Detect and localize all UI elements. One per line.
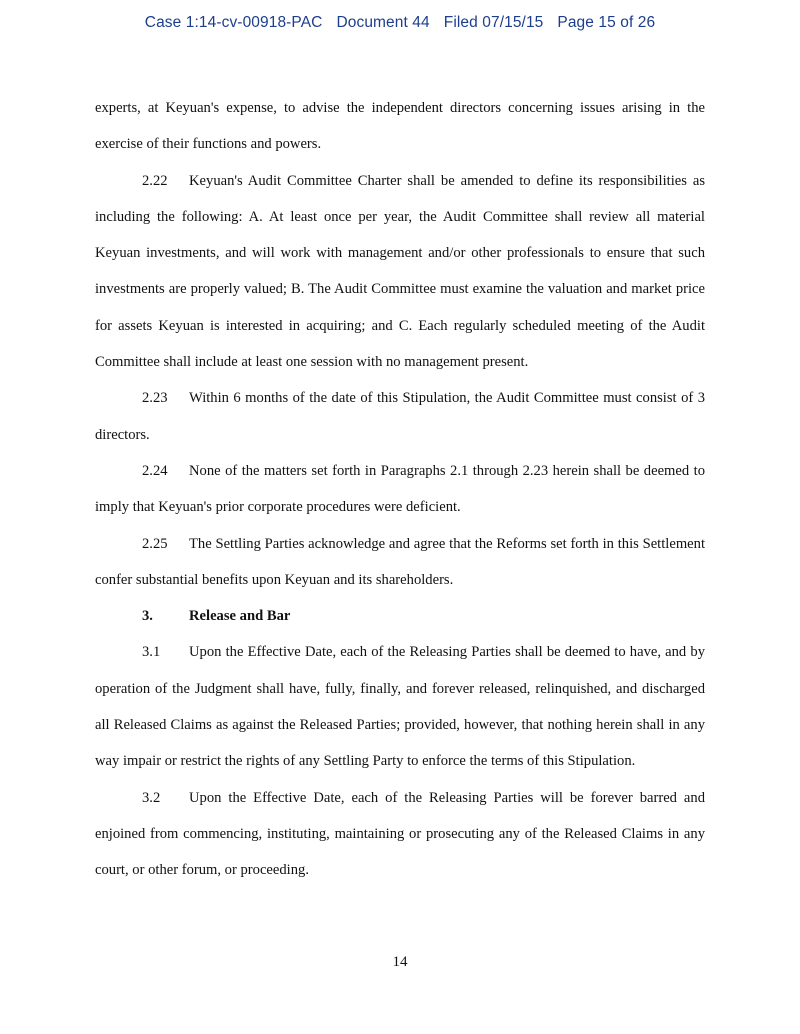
section-number: 3. (142, 608, 153, 625)
paragraph-text: None of the matters set forth in Paragraphs 2.1 through 2.23 herein shall be deemed to imply that Keyuan's prior corporate procedures were deficient. (95, 462, 705, 516)
paragraph-text: Upon the Effective Date, each of the Releasing Parties shall be deemed to have, and by operation of the Judgment shall have, fully, finally, and forever released, relinquished, and discharged all Released Claims as against the Released Parties; provided, however, that nothing herein shall in any way impair or restrict the rights of any Settling Party to enforce the terms of this Stipulation. (95, 644, 705, 770)
document-number: Document 44 (336, 14, 430, 31)
paragraph-number: 2.22 (142, 172, 168, 189)
page-number: 14 (392, 954, 408, 970)
paragraph-text: Keyuan's Audit Committee Charter shall be amended to define its responsibilities as including the following: A. At least once per year, the Audit Committee shall review all material Keyuan investments, and will work with management and/or other professionals to ensure that such investments are properly valued; B. The Audit Committee must examine the valuation and market price for assets Keyuan is interested in acquiring; and C. Each regularly scheduled meeting of the Audit Committee shall include at least one session with no management present. (95, 172, 705, 371)
paragraph-3-1 (95, 634, 705, 779)
paragraph-text: Upon the Effective Date, each of the Releasing Parties will be forever barred and enjoined from commencing, instituting, maintaining or prosecuting any of the Released Claims in any court, or other forum, or proceeding. (95, 789, 705, 879)
paragraph-number: 3.2 (142, 789, 161, 806)
section-title: Release and Bar (189, 608, 291, 625)
paragraph-2-24 (95, 453, 705, 526)
paragraph-2-23 (95, 380, 705, 453)
page-of-total: Page 15 of 26 (557, 14, 656, 31)
paragraph-number: 2.23 (142, 390, 168, 407)
paragraph-text: Within 6 months of the date of this Stipulation, the Audit Committee must consist of 3 directors. (95, 390, 705, 443)
paragraph-2-22 (95, 163, 705, 381)
paragraph-2-25 (95, 526, 705, 599)
continued-paragraph: experts, at Keyuan's expense, to advise the independent directors concerning issues arising in the exercise of their functions and powers. (95, 100, 705, 153)
court-filing-header (0, 14, 800, 32)
case-number: Case 1:14-cv-00918-PAC (144, 14, 323, 31)
paragraph-number: 2.25 (142, 535, 168, 552)
paragraph-text: The Settling Parties acknowledge and agree that the Reforms set forth in this Settlement confer substantial benefits upon Keyuan and its shareholders. (95, 535, 705, 588)
paragraph-number: 2.24 (142, 462, 168, 479)
paragraph-3-2 (95, 780, 705, 889)
filed-date: Filed 07/15/15 (443, 14, 544, 31)
section-3-heading (95, 598, 705, 634)
paragraph-number: 3.1 (142, 644, 161, 661)
document-body (95, 90, 705, 889)
